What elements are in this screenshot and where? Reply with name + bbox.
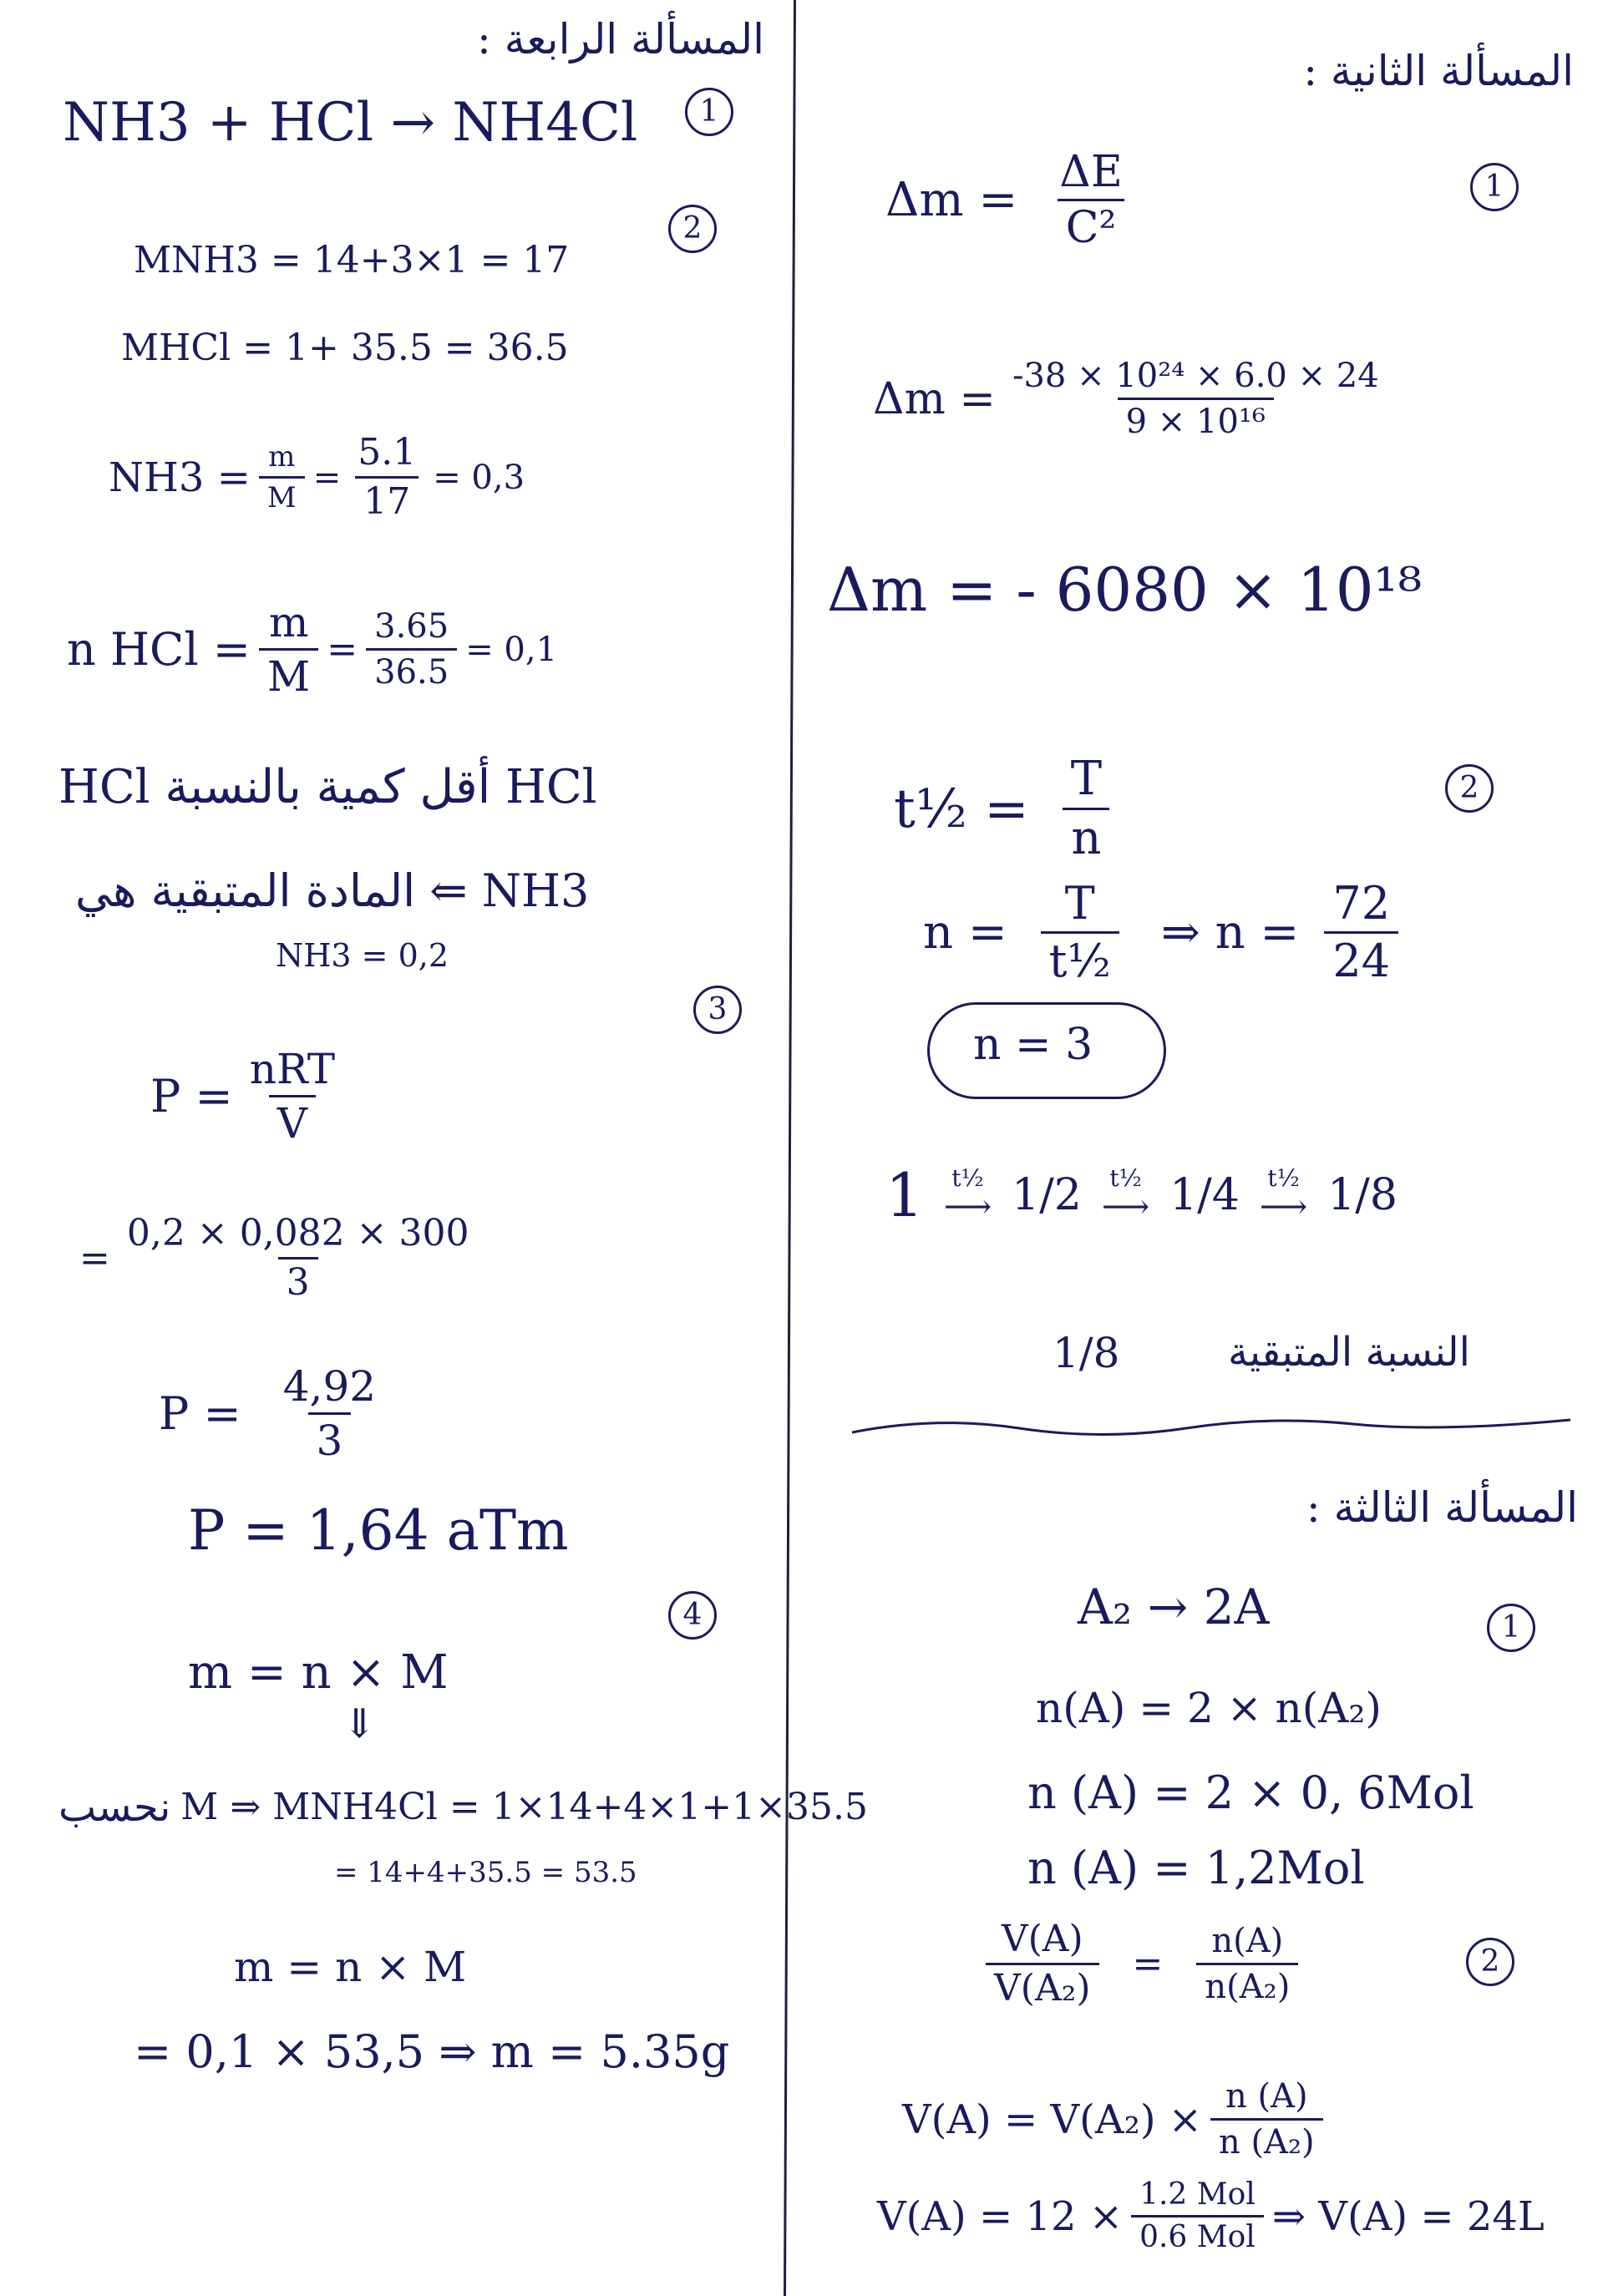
moles-hcl-formula	[259, 598, 318, 701]
n-den: t½	[1041, 931, 1119, 984]
moles-nh3-den: 17	[355, 476, 419, 520]
pressure-sub-eq: =	[79, 1236, 110, 1280]
na-substitution: n (A) = 2 × 0, 6Mol	[1027, 1766, 1474, 1819]
volume-ratio-frac	[986, 1918, 1099, 2010]
r4-number	[1466, 1938, 1514, 1986]
half-life-frac	[1063, 752, 1110, 865]
pressure2-den: 3	[308, 1412, 352, 1462]
problem-2-heading: المسألة الثانية :	[1303, 47, 1574, 95]
mass-defect-num: ΔE	[1059, 147, 1123, 197]
decay-step-2: t½ ⟶	[1101, 1164, 1150, 1226]
moles-nh3: NH3 = $\frac{m}{M}$ = $\frac{5.1}{17}$ = 0,3	[109, 431, 525, 523]
mole-ratio-num: n(A)	[1211, 1922, 1284, 1960]
n-value-num: 72	[1332, 877, 1391, 930]
volume-final-num: 1.2 Mol	[1139, 2177, 1256, 2212]
excess-value: NH3 = 0,2	[276, 937, 449, 974]
decay-step-1: t½ ⟶	[943, 1164, 992, 1226]
moles-hcl-num: 3.65	[374, 607, 449, 646]
pressure-formula	[150, 1045, 352, 1148]
n-value-frac	[1324, 877, 1398, 987]
volume-final-den: 0.6 Mol	[1131, 2215, 1264, 2253]
volume-ratio-num: V(A)	[1001, 1918, 1083, 1960]
molar-label: نحسب	[58, 1784, 171, 1831]
reaction-a: A₂ → 2A	[1078, 1579, 1270, 1635]
mole-ratio-den: n(A₂)	[1196, 1963, 1298, 2004]
r3-badge: 1	[1487, 1604, 1535, 1652]
pressure2-num: 4,92	[282, 1362, 377, 1411]
mass-defect-result: Δm = - 6080 × 10¹⁸	[827, 555, 1423, 625]
r4-badge: 2	[1466, 1938, 1514, 1986]
moles-nh3-formula	[259, 440, 305, 514]
moles-hcl-M: M	[259, 648, 318, 697]
section-wave-divider	[852, 1412, 1570, 1445]
molar-mass-nh4cl	[58, 1784, 868, 1831]
limiting-reagent-text: HCl أقل كمية بالنسبة HCl	[58, 760, 597, 814]
decay-step-3-label: t½	[1267, 1164, 1300, 1192]
mass-equation-2: m = n × M	[234, 1943, 467, 1991]
r2-badge: 2	[1445, 764, 1494, 813]
mass-defect2-num: -38 × 10²⁴ × 6.0 × 24	[1012, 357, 1379, 395]
remaining-label: النسبة المتبقية	[1228, 1329, 1470, 1376]
pressure-result: P = 1,64 aTm	[188, 1498, 569, 1563]
volume-ratio	[977, 1918, 1306, 2010]
pressure-den: V	[269, 1095, 316, 1144]
moles-nh3-m: m	[268, 440, 296, 474]
moles-hcl-result: = 0,1	[465, 630, 558, 669]
n-result: n = 3	[973, 1020, 1093, 1070]
pressure2-lhs: P =	[159, 1386, 241, 1440]
r1-number	[1470, 163, 1519, 211]
mass-defect-frac	[1051, 147, 1131, 253]
decay-half: 1/2	[1012, 1170, 1082, 1220]
pressure-num: nRT	[249, 1045, 336, 1093]
mass-defect2-lhs: Δm =	[873, 373, 996, 424]
moles-nh3-result: = 0,3	[433, 458, 525, 497]
pressure-sub-den: 3	[278, 1257, 318, 1301]
pressure-sub-frac	[119, 1212, 478, 1304]
pressure-step2	[159, 1362, 393, 1465]
r1-badge: 1	[1470, 163, 1519, 211]
q2-number	[668, 205, 717, 253]
pressure2-frac	[275, 1362, 384, 1465]
excess-reagent-text: NH3 ⇐ المادة المتبقية هي	[75, 864, 590, 917]
pressure-lhs: P =	[150, 1069, 233, 1123]
n-num: T	[1064, 877, 1095, 930]
mass-equation: m = n × M	[188, 1645, 449, 1700]
moles-hcl-den: 36.5	[366, 648, 457, 689]
n-value-den: 24	[1324, 931, 1398, 984]
volume-final-lhs: V(A) = 12 ×	[877, 2192, 1124, 2240]
n-formula	[923, 877, 1407, 987]
q1-badge: 1	[685, 88, 733, 136]
moles-nh3-values	[349, 431, 424, 523]
mass-defect-formula	[885, 147, 1139, 253]
decay-step-3: t½ ⟶	[1259, 1164, 1308, 1226]
q3-number	[693, 986, 742, 1034]
volume-formula	[902, 2077, 1332, 2162]
q4-number	[668, 1591, 717, 1640]
volume-ratio-eq: =	[1132, 1942, 1164, 1985]
mass-defect-lhs: Δm =	[885, 172, 1018, 227]
decay-start: 1	[885, 1160, 924, 1230]
moles-nh3-M: M	[259, 476, 305, 512]
decay-eighth: 1/8	[1327, 1170, 1398, 1220]
n-frac	[1041, 877, 1119, 987]
mass-final: = 0,1 × 53,5 ⇒ m = 5.35g	[134, 2025, 730, 2078]
molar-mass-nh4cl-sum: = 14+4+35.5 = 53.5	[334, 1856, 637, 1889]
molar-eq: M ⇒ MNH4Cl = 1×14+4×1+1×35.5	[180, 1786, 868, 1828]
remaining-fraction: 1/8	[1053, 1329, 1120, 1377]
q1-number	[685, 88, 733, 136]
decay-step-2-label: t½	[1109, 1164, 1142, 1192]
right-column	[802, 0, 1603, 2296]
moles-hcl-lhs: n HCl =	[67, 622, 251, 676]
q3-badge: 3	[693, 986, 742, 1034]
volume-den: n (A₂)	[1210, 2118, 1323, 2159]
mass-arrow: ⇓	[342, 1700, 377, 1747]
half-life-formula	[894, 752, 1119, 865]
moles-nh3-lhs: NH3 =	[109, 454, 251, 501]
moles-hcl: n HCl = $\frac{m}{M}$ = $\frac{3.65}{36.5}$ = 0,1	[67, 598, 558, 701]
mass-defect2-den: 9 × 10¹⁶	[1118, 398, 1274, 438]
decay-quarter: 1/4	[1169, 1170, 1240, 1220]
volume-final	[877, 2177, 1545, 2254]
volume-lhs: V(A) = V(A₂) ×	[902, 2096, 1203, 2143]
problem-3-heading: المسألة الثالثة :	[1306, 1483, 1578, 1532]
mass-defect-den: C²	[1058, 199, 1125, 250]
volume-final-result: ⇒ V(A) = 24L	[1271, 2192, 1545, 2240]
mass-defect-substitution	[873, 357, 1396, 441]
volume-num: n (A)	[1225, 2077, 1308, 2116]
decay-chain	[885, 1160, 1398, 1230]
q2-badge: 2	[668, 205, 717, 253]
pressure-frac	[241, 1045, 343, 1148]
volume-frac	[1210, 2077, 1323, 2162]
half-life-den: n	[1063, 808, 1109, 862]
moles-hcl-values	[366, 607, 457, 692]
molar-mass-hcl: MHCl = 1+ 35.5 = 36.5	[121, 327, 569, 369]
problem-4-heading: المسألة الرابعة :	[477, 15, 764, 63]
na-relation: n(A) = 2 × n(A₂)	[1036, 1684, 1382, 1732]
moles-nh3-num: 5.1	[358, 431, 417, 474]
n-lhs: n =	[923, 905, 1007, 960]
molar-mass-nh3: MNH3 = 14+3×1 = 17	[134, 239, 570, 281]
half-life-lhs: t½ =	[894, 778, 1029, 840]
mole-ratio-frac	[1196, 1924, 1298, 2004]
r2-number	[1445, 764, 1494, 813]
volume-ratio-den: V(A₂)	[986, 1963, 1099, 2007]
half-life-num: T	[1070, 752, 1103, 806]
r3-number	[1487, 1604, 1535, 1652]
q1-equation: NH3 + HCl → NH4Cl	[63, 92, 638, 154]
volume-final-frac	[1131, 2177, 1264, 2254]
q4-badge: 4	[668, 1591, 717, 1640]
mass-defect2-frac	[1004, 357, 1387, 441]
na-result: n (A) = 1,2Mol	[1027, 1842, 1365, 1894]
pressure-substitution	[79, 1212, 485, 1304]
decay-step-1-label: t½	[951, 1164, 984, 1192]
moles-hcl-m: m	[268, 598, 309, 646]
n-arrow: ⇒ n =	[1160, 905, 1300, 960]
pressure-sub-num: 0,2 × 0,082 × 300	[126, 1212, 469, 1254]
